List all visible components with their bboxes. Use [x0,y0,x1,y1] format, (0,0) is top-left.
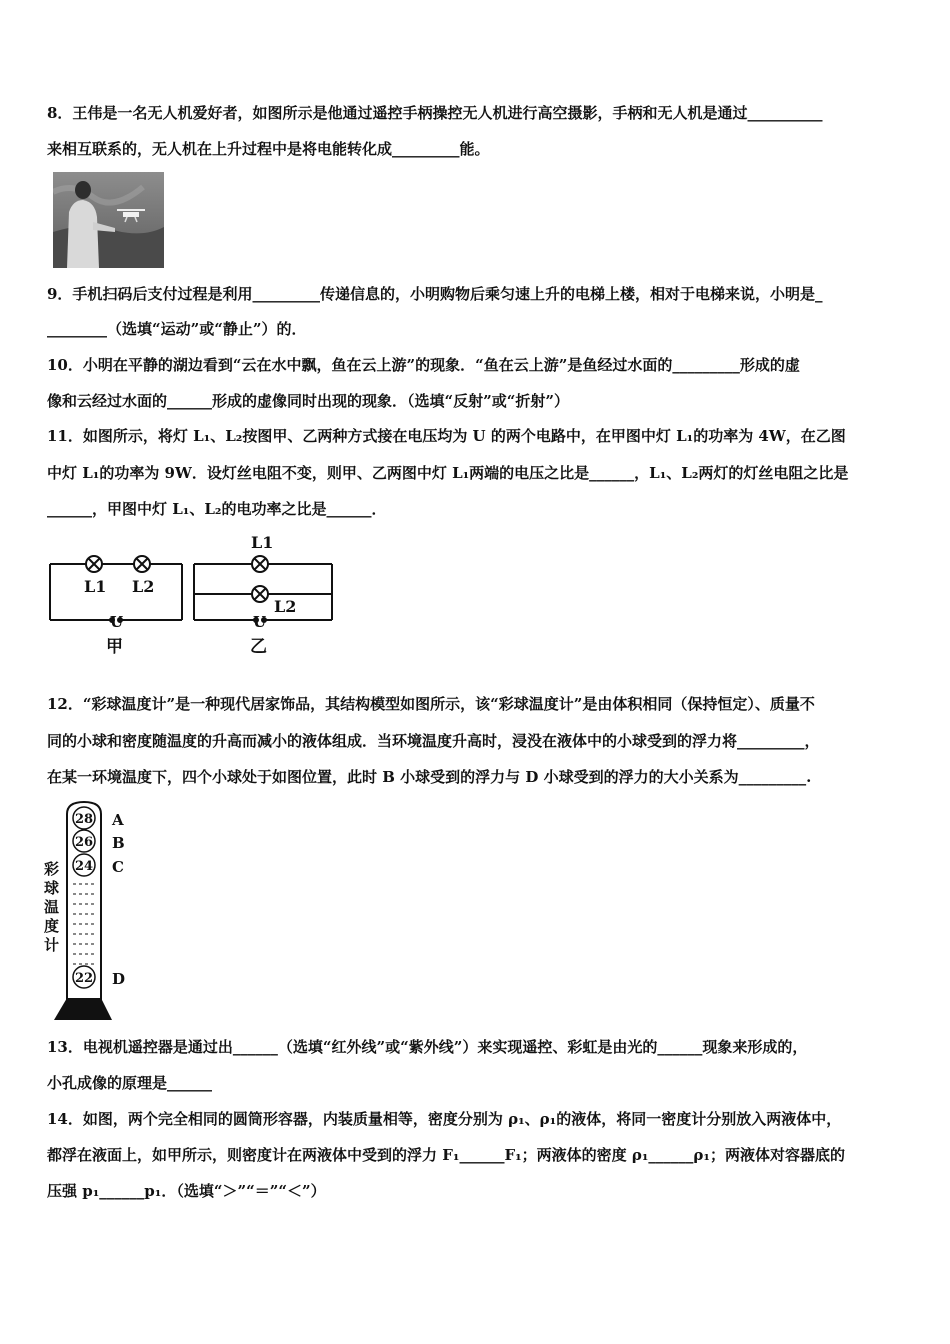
q10-line-1: 10．小明在平静的湖边看到“云在水中飘，鱼在云上游”的现象．“鱼在云上游”是鱼经过水面的_________形成的虚 [47,356,800,374]
q14-line-3: 压强 p₁______p₁．（选填“＞”“＝”“＜”） [47,1182,326,1200]
ball-thermometer-figure [40,798,140,1022]
q9-line-1: 9．手机扫码后支付过程是利用_________传递信息的，小明购物后乘匀速上升的电梯上楼，相对于电梯来说，小明是_ [47,285,823,303]
q14-line-1: 14．如图，两个完全相同的圆筒形容器，内装质量相等，密度分别为 ρ₁、ρ₁的液体，将同一密度计分别放入两液体中， [47,1110,842,1128]
ball-c-number: 24 [75,859,94,874]
q9-line-2: ________（选填“运动”或“静止”）的． [47,320,307,338]
q11-line-3: ______，甲图中灯 L₁、L₂的电功率之比是______． [47,500,387,518]
jia-l2-label: L2 [132,577,155,596]
q12-line-2: 同的小球和密度随温度的升高而减小的液体组成．当环境温度升高时，浸没在液体中的小球受到的浮力将_________， [47,732,820,750]
ball-a-number: 28 [75,812,94,827]
q11-line-1: 11．如图所示，将灯 L₁、L₂按图甲、乙两种方式接在电压均为 U 的两个电路中，在甲图中灯 L₁的功率为 4W，在乙图 [47,427,846,445]
yi-caption: 乙 [250,637,267,657]
jia-caption: 甲 [106,637,123,657]
side-char-1: 彩 [44,860,60,878]
label-d: D [112,970,126,988]
label-c: C [112,858,124,876]
q14-line-2: 都浮在液面上，如甲所示，则密度计在两液体中受到的浮力 F₁______F₁；两液体的密度 ρ₁______ρ₁；两液体对容器底的 [47,1146,845,1164]
label-b: B [112,834,125,852]
side-char-3: 温 [44,898,60,916]
q8-line-1: 8．王伟是一名无人机爱好者，如图所示是他通过遥控手柄操控无人机进行高空摄影，手柄和无人机是通过__________ [47,104,823,122]
label-a: A [112,811,124,829]
q12-line-3: 在某一环境温度下，四个小球处于如图位置，此时 B 小球受到的浮力与 D 小球受到的浮力的大小关系为_________. [47,768,812,786]
jia-l1-label: L1 [84,577,107,596]
ball-b-number: 26 [75,835,94,850]
drone-photo [53,172,164,268]
q12-line-1: 12．“彩球温度计”是一种现代居家饰品，其结构模型如图所示，该“彩球温度计”是由体积相同（保持恒定）、质量不 [47,695,815,713]
q8-line-2: 来相互联系的，无人机在上升过程中是将电能转化成_________能。 [47,140,490,158]
side-char-2: 球 [44,879,60,897]
side-char-4: 度 [44,917,60,935]
thermometer-base [54,998,112,1020]
q11-line-2: 中灯 L₁的功率为 9W．设灯丝电阻不变，则甲、乙两图中灯 L₁两端的电压之比是______，L₁、L₂两灯的灯丝电阻之比是 [47,464,849,482]
jia-u-label: U [110,613,124,631]
q10-line-2: 像和云经过水面的______形成的虚像同时出现的现象．（选填“反射”或“折射”） [47,392,570,410]
yi-u-label: U [253,613,267,631]
ball-d-number: 22 [75,971,94,986]
circuit-diagram [44,528,340,662]
q13-line-2: 小孔成像的原理是______ [47,1074,213,1092]
q13-line-1: 13．电视机遥控器是通过出______（选填“红外线”或“紫外线”）来实现遥控、彩虹是由光的______现象来形成的， [47,1038,808,1056]
yi-l2-label: L2 [274,597,297,616]
yi-l1-label: L1 [251,533,274,552]
side-char-5: 计 [44,936,60,954]
